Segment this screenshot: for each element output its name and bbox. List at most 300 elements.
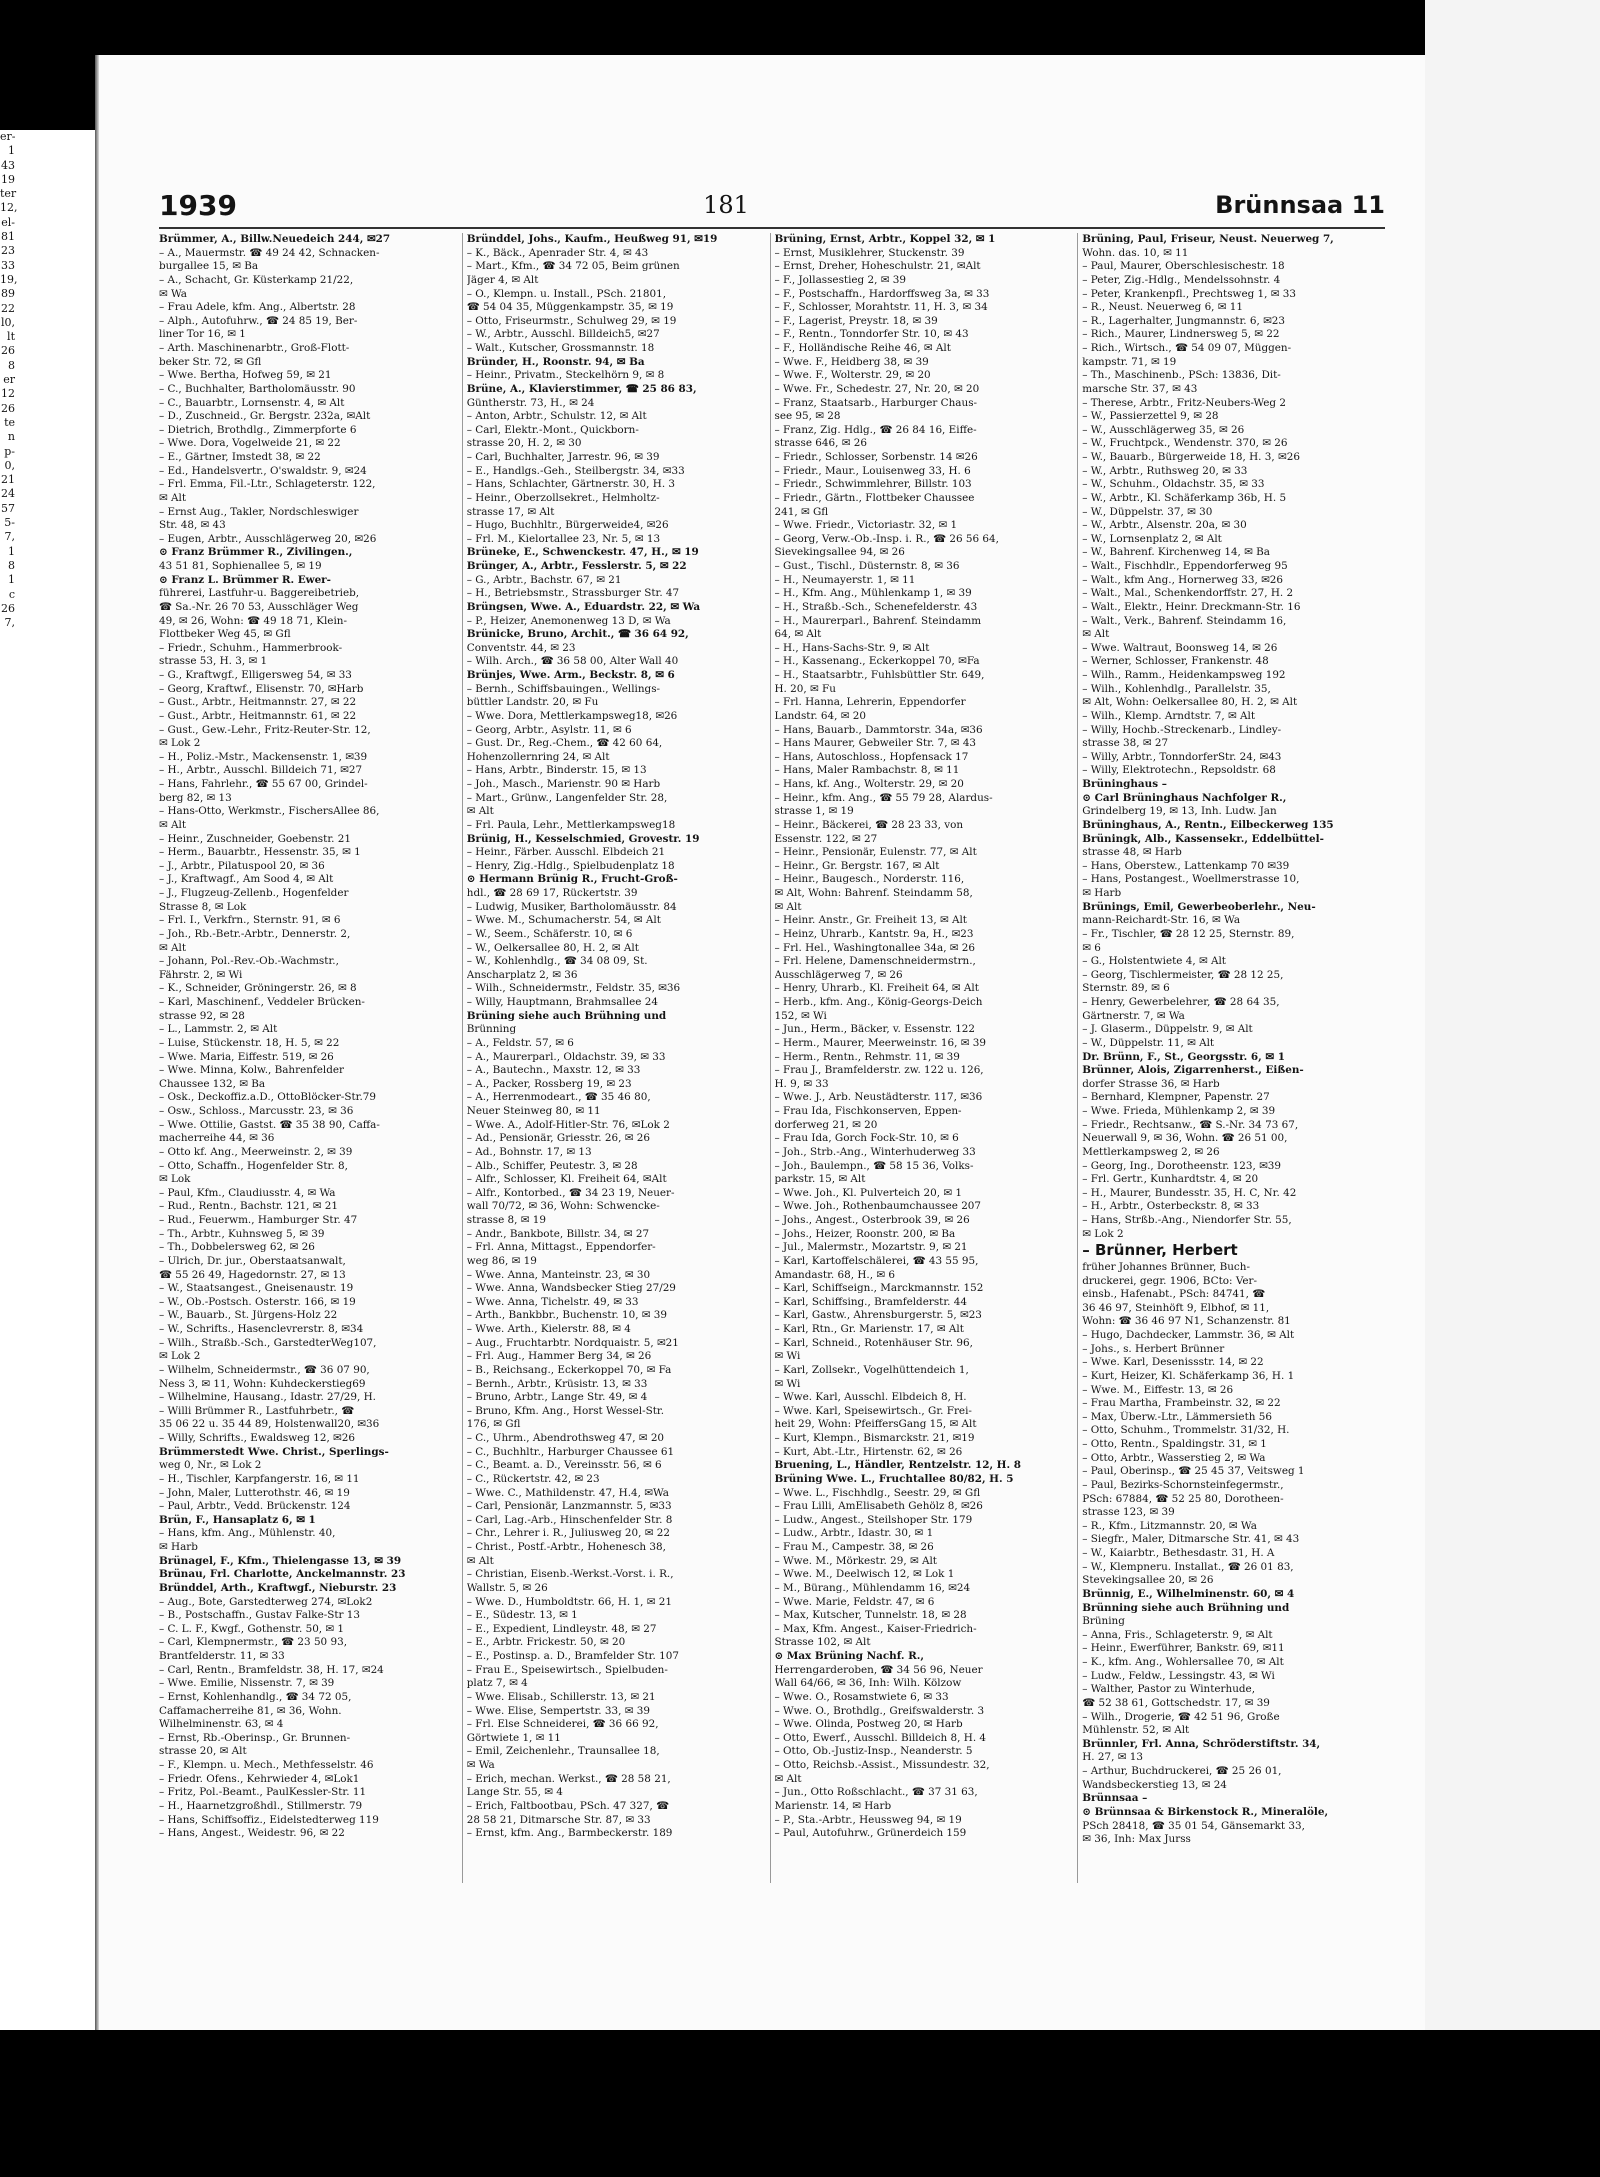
directory-entry-line: Bründer, H., Roonstr. 94, ✉ Ba <box>466 355 645 368</box>
directory-entry-line: – Walt., Mal., Schenkendorffstr. 27, H. 2 <box>1082 587 1294 600</box>
directory-entry-line: – Karl, Zollsekr., Vogelhüttendeich 1, <box>774 1363 969 1376</box>
directory-entry-line: Bruening, L., Händler, Rentzelstr. 12, H. 8 <box>774 1459 1021 1472</box>
directory-entry-line: – A., Packer, Rossberg 19, ✉ 23 <box>466 1077 632 1090</box>
directory-entry-line: – Franz, Staatsarb., Harburger Chaus- <box>774 396 978 409</box>
directory-entry-line: – Frau E., Speisewirtsch., Spielbuden- <box>466 1663 668 1676</box>
directory-entry-line: – C. L. F., Kwgf., Gothenstr. 50, ✉ 1 <box>159 1622 345 1635</box>
directory-entry-line: – Christian, Eisenb.-Werkst.-Vorst. i. R., <box>466 1568 674 1581</box>
directory-entry-line: Anscharplatz 2, ✉ 36 <box>466 968 578 981</box>
directory-entry-line: – W., Schuhm., Oldachstr. 35, ✉ 33 <box>1082 478 1265 491</box>
directory-entry-line: ⊙ Carl Brüninghaus Nachfolger R., <box>1082 791 1287 804</box>
directory-entry-line: – Georg, Kraftwf., Elisenstr. 70, ✉Harb <box>159 682 364 695</box>
margin-fragment: 5- <box>4 516 15 530</box>
directory-entry-line: – Therese, Arbtr., Fritz-Neubers-Weg 2 <box>1082 396 1286 409</box>
directory-entry-line: – W., Fruchtpck., Wendenstr. 370, ✉ 26 <box>1082 437 1288 450</box>
directory-entry-line: – Heinr., Gr. Bergstr. 167, ✉ Alt <box>774 859 940 872</box>
directory-entry-line: – Heinr., Ewerführer, Bankstr. 69, ✉11 <box>1082 1642 1285 1655</box>
directory-entry-line: – Bernh., Arbtr., Krüsistr. 13, ✉ 33 <box>466 1377 648 1390</box>
directory-entry-line: – Friedr., Schwimmlehrer, Billstr. 103 <box>774 478 972 491</box>
directory-entry-line: Görtwiete 1, ✉ 11 <box>466 1731 561 1744</box>
directory-entry-line: – W., Bauarb., St. Jürgens-Holz 22 <box>159 1309 338 1322</box>
directory-entry-line: – Wilhelmine, Hausang., Idastr. 27/29, H. <box>159 1391 376 1404</box>
directory-entry-line: macherreihe 44, ✉ 36 <box>159 1132 275 1145</box>
directory-entry-line: – Ludwig, Musiker, Bartholomäusstr. 84 <box>466 900 677 913</box>
directory-entry-line: ⊙ Max Brüning Nachf. R., <box>774 1650 924 1662</box>
directory-entry-line: – Frl. Gertr., Kunhardtstr. 4, ✉ 20 <box>1082 1173 1259 1186</box>
directory-entry-line: – G., Holstentwiete 4, ✉ Alt <box>1082 955 1226 968</box>
directory-page <box>99 55 1425 2030</box>
directory-entry-line: – F., Schlosser, Morahtstr. 11, H. 3, ✉ 34 <box>774 301 988 314</box>
directory-entry-line: – W., Arbtr., Kl. Schäferkamp 36b, H. 5 <box>1082 491 1287 504</box>
directory-entry-line: Ness 3, ✉ 11, Wohn: Kuhdeckerstieg69 <box>159 1377 366 1390</box>
directory-entry-line: – H., Maurerparl., Bahrenf. Steindamm <box>774 614 982 627</box>
directory-entry-line: – W., Passierzettel 9, ✉ 28 <box>1082 410 1219 423</box>
directory-entry-line: dorfer Strasse 36, ✉ Harb <box>1082 1077 1220 1090</box>
margin-fragment: lt <box>7 330 15 344</box>
directory-entry-line: – H., Maurer, Bundesstr. 35, H. C, Nr. 42 <box>1082 1186 1297 1199</box>
directory-entry-line: – Wwe. O., Rosamstwiete 6, ✉ 33 <box>774 1690 949 1703</box>
directory-entry-line: – Emil, Zeichenlehr., Traunsallee 18, <box>466 1745 660 1758</box>
directory-entry-line: – Herb., kfm. Ang., König-Georgs-Deich <box>774 996 983 1008</box>
directory-entry-line: Brünning <box>466 1023 517 1036</box>
directory-entry-line: – Bernhard, Klempner, Papenstr. 27 <box>1082 1091 1270 1104</box>
directory-entry-line: – H., Kfm. Ang., Mühlenkamp 1, ✉ 39 <box>774 587 972 600</box>
directory-entry-line: – Friedr. Ofens., Kehrwieder 4, ✉Lok1 <box>159 1772 360 1785</box>
directory-entry-line: – Frau Lilli, AmElisabeth Gehölz 8, ✉26 <box>774 1500 983 1513</box>
directory-entry-line: – Heinr., Privatm., Steckelhörn 9, ✉ 8 <box>466 369 665 382</box>
directory-entry-line: ✉ Alt <box>774 900 802 913</box>
directory-entry-line: – Friedr., Gärtn., Flottbeker Chaussee <box>774 491 975 504</box>
directory-entry-line: – H., Tischler, Karpfangerstr. 16, ✉ 11 <box>159 1472 360 1485</box>
directory-entry-line: marsche Str. 37, ✉ 43 <box>1082 382 1198 395</box>
directory-entry-line: Brüning, Ernst, Arbtr., Koppel 32, ✉ 1 <box>774 233 996 245</box>
directory-entry-line: – Alb., Schiffer, Peutestr. 3, ✉ 28 <box>466 1159 638 1172</box>
directory-entry-line: – J., Flugzeug-Zellenb., Hogenfelder <box>159 887 349 899</box>
directory-entry-line: – Wwe. Elise, Sempertstr. 33, ✉ 39 <box>466 1704 650 1717</box>
directory-entry-line: – C., Uhrm., Abendrothsweg 47, ✉ 20 <box>466 1432 665 1444</box>
directory-entry-line: ✉ Alt <box>159 941 187 954</box>
directory-entry-line: ☎ 55 26 49, Hagedornstr. 27, ✉ 13 <box>159 1268 346 1281</box>
margin-fragment: 21 <box>1 473 15 487</box>
directory-entry-line: – Gust. Dr., Reg.-Chem., ☎ 42 60 64, <box>466 737 663 750</box>
directory-entry-line: – K., Bäck., Apenrader Str. 4, ✉ 43 <box>466 246 649 259</box>
directory-entry-line: – Hugo, Buchhltr., Bürgerweide4, ✉26 <box>466 519 669 532</box>
directory-entry-line: Brüne, A., Klavierstimmer, ☎ 25 86 83, <box>466 382 697 395</box>
directory-entry-line: – Herm., Maurer, Meerweinstr. 16, ✉ 39 <box>774 1036 986 1049</box>
directory-entry-line: – Rich., Wirtsch., ☎ 54 09 07, Müggen- <box>1082 342 1292 354</box>
directory-entry-line: – Alph., Autofuhrw., ☎ 24 85 19, Ber- <box>159 314 358 327</box>
directory-entry-line: strasse 646, ✉ 26 <box>774 437 867 450</box>
directory-entry-line: Brünnsaa – <box>1082 1792 1148 1805</box>
directory-entry-line: wall 70/72, ✉ 36, Wohn: Schwencke- <box>466 1200 660 1213</box>
directory-entry-line: strasse 17, ✉ Alt <box>466 505 555 518</box>
directory-entry-line: – Kurt, Klempn., Bismarckstr. 21, ✉19 <box>774 1432 975 1444</box>
directory-entry-line: – F., Holländische Reihe 46, ✉ Alt <box>774 342 951 354</box>
directory-entry-line: – Frau Ida, Gorch Fock-Str. 10, ✉ 6 <box>774 1132 959 1145</box>
directory-entry-line: Mühlenstr. 52, ✉ Alt <box>1082 1724 1190 1737</box>
directory-entry-line: – R., Neust. Neuerweg 6, ✉ 11 <box>1082 301 1244 314</box>
directory-entry-line: – M., Bürang., Mühlendamm 16, ✉24 <box>774 1581 971 1594</box>
directory-entry-line: strasse 38, ✉ 27 <box>1082 737 1169 750</box>
directory-entry-line: – J., Arbtr., Pilatuspool 20, ✉ 36 <box>159 859 325 872</box>
header-page-number: 181 <box>703 191 749 219</box>
directory-entry-line: – Karl, Rtn., Gr. Marienstr. 17, ✉ Alt <box>774 1323 964 1335</box>
directory-entry-line: ✉ Alt <box>774 1772 802 1785</box>
directory-entry-line: büttler Landstr. 20, ✉ Fu <box>466 696 599 709</box>
directory-entry-line: – W., Staatsangest., Gneisenaustr. 19 <box>159 1282 354 1295</box>
directory-entry-line: Güntherstr. 73, H., ✉ 24 <box>466 396 595 409</box>
directory-entry-line: ✉ Wa <box>466 1759 495 1771</box>
margin-fragment: ter <box>0 187 17 201</box>
directory-entry-line: – Wwe. L., Fischhdlg., Seestr. 29, ✉ Gfl <box>774 1486 981 1499</box>
margin-fragment: 23 <box>1 244 15 258</box>
directory-entry-line: – F., Rentn., Tonndorfer Str. 10, ✉ 43 <box>774 328 969 341</box>
directory-entry-line: Wohn: ☎ 36 46 97 N1, Schanzenstr. 81 <box>1082 1315 1291 1328</box>
directory-entry-line: – C., Bauarbtr., Lornsenstr. 4, ✉ Alt <box>159 396 345 409</box>
margin-fragment: 12 <box>1 387 15 401</box>
directory-entry-line: – K., kfm. Ang., Wohlersallee 70, ✉ Alt <box>1082 1656 1284 1669</box>
directory-entry-line: – W., Düppelstr. 11, ✉ Alt <box>1082 1036 1215 1049</box>
directory-entry-line: Bründdel, Arth., Kraftwgf., Nieburstr. 23 <box>159 1581 397 1594</box>
directory-entry-line: – Frau Ida, Fischkonserven, Eppen- <box>774 1105 962 1117</box>
directory-entry-line: – Mart., Kfm., ☎ 34 72 05, Beim grünen <box>466 260 680 273</box>
directory-entry-line: – Th., Dobbelersweg 62, ✉ 26 <box>159 1241 315 1254</box>
directory-entry-line: Brünagel, F., Kfm., Thielengasse 13, ✉ 39 <box>159 1554 402 1567</box>
directory-entry-line: ✉ Lok 2 <box>159 1350 201 1363</box>
directory-entry-line: H. 9, ✉ 33 <box>774 1077 829 1090</box>
directory-entry-line: – Frl. M., Kielortallee 23, Nr. 5, ✉ 13 <box>466 532 661 545</box>
margin-fragment: 7, <box>4 616 15 630</box>
directory-entry-line: – Hans Maurer, Gebweiler Str. 7, ✉ 43 <box>774 737 977 750</box>
directory-entry-line: – Ernst, Dreher, Hoheschulstr. 21, ✉Alt <box>774 260 981 273</box>
directory-entry-line: 36 46 97, Steinhöft 9, Elbhof, ✉ 11, <box>1082 1301 1270 1314</box>
margin-fragment: 19 <box>1 172 15 186</box>
page-header <box>159 183 1385 229</box>
directory-entry-line: – Alfr., Kontorbed., ☎ 34 23 19, Neuer- <box>466 1186 675 1199</box>
margin-fragment: 7, <box>4 530 15 544</box>
directory-entry-line: – Heinr., Pensionär, Eulenstr. 77, ✉ Alt <box>774 846 977 859</box>
directory-entry-line: – A., Feldstr. 57, ✉ 6 <box>466 1036 574 1049</box>
directory-entry-line: – Werner, Schlosser, Frankenstr. 48 <box>1082 655 1269 668</box>
header-year: 1939 <box>159 188 237 222</box>
directory-entry-line: Brünings, Emil, Gewerbeoberlehr., Neu- <box>1082 900 1316 913</box>
directory-entry-line: – Frau Adele, kfm. Ang., Albertstr. 28 <box>159 301 356 314</box>
directory-entry-line: 241, ✉ Gfl <box>774 505 829 518</box>
directory-column-1 <box>159 233 463 1883</box>
margin-fragment: 8 <box>8 358 15 372</box>
directory-entry-line: – Otto kf. Ang., Meerweinstr. 2, ✉ 39 <box>159 1145 353 1158</box>
directory-entry-line: – Wwe. Joh., Rothenbaumchaussee 207 <box>774 1200 982 1213</box>
directory-entry-line: – John, Maler, Lutterothstr. 46, ✉ 19 <box>159 1486 350 1499</box>
directory-entry-line: – Willy, Hochb.-Streckenarb., Lindley- <box>1082 723 1282 736</box>
directory-entry-line: – Otto, Reichsb.-Assist., Missundestr. 32, <box>774 1759 990 1771</box>
directory-entry-line: – Heinr., Baugesch., Norderstr. 116, <box>774 873 965 886</box>
directory-entry-line: – Henry, Gewerbelehrer, ☎ 28 64 35, <box>1082 996 1280 1008</box>
directory-entry-line: Brantfelderstr. 11, ✉ 33 <box>159 1650 285 1662</box>
directory-entry-line: – Erich, Faltbootbau, PSch. 47 327, ☎ <box>466 1799 670 1812</box>
directory-entry-line: – Osw., Schloss., Marcusstr. 23, ✉ 36 <box>159 1105 354 1117</box>
directory-entry-line: – Heinr., Bäckerei, ☎ 28 23 33, von <box>774 818 964 831</box>
directory-entry-line: – Kurt, Heizer, Kl. Schäferkamp 36, H. 1 <box>1082 1369 1295 1382</box>
directory-entry-line: – Paul, Oberinsp., ☎ 25 45 37, Veitsweg 1 <box>1082 1465 1305 1478</box>
directory-entry-line: – W., Ob.-Postsch. Osterstr. 166, ✉ 19 <box>159 1295 356 1308</box>
directory-entry-line: – W., Oelkersallee 80, H. 2, ✉ Alt <box>466 941 639 954</box>
directory-entry-line: – W., Bahrenf. Kirchenweg 14, ✉ Ba <box>1082 546 1270 559</box>
directory-entry-line: – Rud., Feuerwm., Hamburger Str. 47 <box>159 1214 358 1226</box>
directory-entry-line: – H., Haarnetzgroßhdl., Stillmerstr. 79 <box>159 1799 363 1812</box>
directory-entry-line: ☎ 54 04 35, Müggenkampstr. 35, ✉ 19 <box>466 301 674 314</box>
margin-fragment: 89 <box>1 287 15 301</box>
margin-fragment: te <box>4 415 15 429</box>
directory-entry-line: – Carl, Elektr.-Mont., Quickborn- <box>466 423 639 436</box>
directory-entry-line: – Willi Brümmer R., Lastfuhrbetr., ☎ <box>159 1404 355 1417</box>
directory-entry-line: Dr. Brünn, F., St., Georgsstr. 6, ✉ 1 <box>1082 1050 1285 1063</box>
scan-border-bottom <box>0 2030 1600 2177</box>
directory-entry-line: – Alfr., Schlosser, Kl. Freiheit 64, ✉Alt <box>466 1173 667 1186</box>
margin-fragment: 1 <box>8 573 15 587</box>
directory-entry-line: – Fr., Tischler, ☎ 28 12 25, Sternstr. 89, <box>1082 927 1295 940</box>
directory-entry-line: – Wwe. Bertha, Hofweg 59, ✉ 21 <box>159 369 332 382</box>
directory-entry-line: – Hans, Oberstew., Lattenkamp 70 ✉39 <box>1082 859 1290 872</box>
directory-entry-line: – Franz, Zig. Hdlg., ☎ 26 84 16, Eiffe- <box>774 423 977 436</box>
directory-entry-line: – Georg, Ing., Dorotheenstr. 123, ✉39 <box>1082 1159 1282 1172</box>
directory-entry-line: – Wwe. Karl, Ausschl. Elbdeich 8, H. <box>774 1391 967 1404</box>
directory-entry-line: – Frl. Hel., Washingtonallee 34a, ✉ 26 <box>774 941 976 954</box>
directory-entry-line: – W., Lornsenplatz 2, ✉ Alt <box>1082 532 1222 545</box>
directory-entry-line: – Hans-Otto, Werkmstr., FischersAllee 86, <box>159 805 380 818</box>
directory-entry-line: ✉ Alt, Wohn: Bahrenf. Steindamm 58, <box>774 887 973 899</box>
directory-entry-line: – Wwe. Karl, Desenissstr. 14, ✉ 22 <box>1082 1356 1264 1369</box>
directory-entry-line: ✉ Alt <box>159 818 187 831</box>
directory-entry-line: – Jun., Otto Roßschlacht., ☎ 37 31 63, <box>774 1786 978 1799</box>
directory-entry-line: – W., Ausschlägerweg 35, ✉ 26 <box>1082 423 1245 436</box>
directory-entry-line: – B., Postschaffn., Gustav Falke-Str 13 <box>159 1609 361 1622</box>
directory-entry-line: Wall 64/66, ✉ 36, Inh: Wilh. Kölzow <box>774 1677 962 1690</box>
directory-entry-line: Brünau, Frl. Charlotte, Anckelmannstr. 23 <box>159 1568 406 1581</box>
directory-entry-line: Caffamacherreihe 81, ✉ 36, Wohn. <box>159 1704 342 1717</box>
directory-entry-line: – Joh., Baulempn., ☎ 58 15 36, Volks- <box>774 1159 974 1172</box>
margin-fragment: er- <box>0 130 16 143</box>
directory-entry-line: – Frl. Anna, Mittagst., Eppendorfer- <box>466 1241 656 1254</box>
directory-entry-line: – P., Sta.-Arbtr., Heussweg 94, ✉ 19 <box>774 1813 962 1826</box>
directory-entry-line: – Georg, Verw.-Ob.-Insp. i. R., ☎ 26 56 64, <box>774 532 999 545</box>
directory-entry-line: – Johs., Angest., Osterbrook 39, ✉ 26 <box>774 1214 970 1226</box>
directory-entry-line: – Wwe. Minna, Kolw., Bahrenfelder <box>159 1064 345 1077</box>
directory-entry-line: Grindelberg 19, ✉ 13, Inh. Ludw. Jan <box>1082 805 1277 818</box>
directory-entry-line: Brünnler, Frl. Anna, Schröderstiftstr. 34, <box>1082 1737 1321 1750</box>
directory-entry-line: ☎ Sa.-Nr. 26 70 53, Ausschläger Weg <box>159 600 359 613</box>
directory-entry-line: – Walt., Fischhdlr., Eppendorferweg 95 <box>1082 560 1288 572</box>
directory-entry-line: – Heinr., Oberzollsekret., Helmholtz- <box>466 491 660 504</box>
directory-entry-line: – Wwe. Olinda, Postweg 20, ✉ Harb <box>774 1718 963 1731</box>
directory-entry-line: – Hans, Arbtr., Binderstr. 15, ✉ 13 <box>466 764 647 777</box>
directory-entry-line: – Wwe. M., Mörkestr. 29, ✉ Alt <box>774 1554 937 1567</box>
directory-entry-line: – Friedr., Rechtsanw., ☎ S.-Nr. 34 73 67, <box>1082 1118 1299 1131</box>
directory-entry-line: – Wwe. O., Brothdlg., Greifswalderstr. 3 <box>774 1704 985 1717</box>
directory-entry-line: – Ed., Handelsvertr., O'swaldstr. 9, ✉24 <box>159 464 367 477</box>
directory-entry-line: heit 29, Wohn: PfeiffersGang 15, ✉ Alt <box>774 1418 977 1431</box>
directory-entry-line: ✉ Alt <box>466 1554 494 1567</box>
directory-entry-line: liner Tor 16, ✉ 1 <box>159 328 246 341</box>
directory-entry-line: – Aug., Bote, Garstedterweg 274, ✉Lok2 <box>159 1595 373 1608</box>
directory-entry-line: – Gust., Arbtr., Heitmannstr. 27, ✉ 22 <box>159 696 357 709</box>
directory-entry-line: Brümmerstedt Wwe. Christ., Sperlings- <box>159 1445 389 1458</box>
directory-entry-line: – Willy, Schrifts., Ewaldsweg 12, ✉26 <box>159 1432 355 1444</box>
directory-entry-line: Brüningk, Alb., Kassensekr., Eddelbüttel- <box>1082 832 1324 845</box>
directory-entry-line: – Wwe. M., Schumacherstr. 54, ✉ Alt <box>466 914 661 927</box>
directory-entry-line: Neuerwall 9, ✉ 36, Wohn. ☎ 26 51 00, <box>1082 1132 1288 1145</box>
directory-entry-line: – Wwe. Anna, Wandsbecker Stieg 27/29 <box>466 1282 676 1295</box>
directory-entry-line: – Wwe. Frieda, Mühlenkamp 2, ✉ 39 <box>1082 1105 1276 1117</box>
directory-entry-line: ☎ 52 38 61, Gottschedstr. 17, ✉ 39 <box>1082 1696 1270 1709</box>
directory-entry-line: – Wwe. Anna, Manteinstr. 23, ✉ 30 <box>466 1268 651 1281</box>
directory-entry-line: – Max, Überw.-Ltr., Lämmersieth 56 <box>1082 1410 1272 1423</box>
directory-entry-line: Jäger 4, ✉ Alt <box>466 273 539 286</box>
directory-entry-line: – Wwe. Fr., Schedestr. 27, Nr. 20, ✉ 20 <box>774 382 980 395</box>
directory-entry-line: Brünning siehe auch Brühning und <box>1082 1601 1290 1614</box>
directory-entry-line: – Ernst, Kohlenhandlg., ☎ 34 72 05, <box>159 1690 352 1703</box>
directory-entry-line: – R., Kfm., Litzmannstr. 20, ✉ Wa <box>1082 1519 1257 1532</box>
margin-fragment: c <box>8 587 15 601</box>
directory-entry-line: – Joh., Strb.-Ang., Winterhuderweg 33 <box>774 1145 976 1158</box>
directory-entry-line: Brünicke, Bruno, Archit., ☎ 36 64 92, <box>466 628 689 641</box>
directory-entry-line: – Wwe. J., Arb. Neustädterstr. 117, ✉36 <box>774 1091 983 1104</box>
directory-entry-line: – Hans, Postangest., Woellmerstrasse 10, <box>1082 873 1300 886</box>
directory-entry-line: – Herm., Bauarbtr., Hessenstr. 35, ✉ 1 <box>159 846 361 859</box>
directory-entry-line: – Ludw., Arbtr., Idastr. 30, ✉ 1 <box>774 1527 934 1540</box>
directory-entry-line: – Otto, Arbtr., Wasserstieg 2, ✉ Wa <box>1082 1451 1266 1464</box>
directory-entry-line: – Georg, Arbtr., Asylstr. 11, ✉ 6 <box>466 723 632 736</box>
directory-entry-line: – W., Kaiarbtr., Bethesdastr. 31, H. A <box>1082 1547 1275 1560</box>
directory-entry-line: Essenstr. 122, ✉ 27 <box>774 832 878 845</box>
directory-entry-line: – C., Rückertstr. 42, ✉ 23 <box>466 1472 600 1485</box>
directory-entry-line: – Andr., Bankbote, Billstr. 34, ✉ 27 <box>466 1227 650 1240</box>
directory-entry-line: Brünger, A., Arbtr., Fesslerstr. 5, ✉ 22 <box>466 560 687 572</box>
directory-entry-line: – Frau Martha, Frambeinstr. 32, ✉ 22 <box>1082 1397 1281 1410</box>
directory-entry-line: – H., Staatsarbtr., Fuhlsbüttler Str. 649, <box>774 669 985 681</box>
directory-entry-line: – Wwe. Anna, Tichelstr. 49, ✉ 33 <box>466 1295 639 1308</box>
directory-entry-line: – Frl. Emma, Fil.-Ltr., Schlageterstr. 122, <box>159 478 376 491</box>
directory-entry-line: H. 20, ✉ Fu <box>774 682 836 695</box>
directory-entry-line: burgallee 15, ✉ Ba <box>159 260 259 273</box>
directory-entry-line: – Frl. Else Schneiderei, ☎ 36 66 92, <box>466 1718 659 1731</box>
directory-entry-line: ✉ Lok 2 <box>159 737 201 750</box>
directory-entry-line: – Heinr. Anstr., Gr. Freiheit 13, ✉ Alt <box>774 914 967 927</box>
directory-entry-line: Str. 48, ✉ 43 <box>159 519 226 532</box>
directory-entry-line: – Hans, Fahrlehr., ☎ 55 67 00, Grindel- <box>159 778 368 790</box>
directory-entry-line: – E., Südestr. 13, ✉ 1 <box>466 1609 578 1622</box>
directory-entry-line: – W., Bauarb., Bürgerweide 18, H. 3, ✉26 <box>1082 451 1300 463</box>
directory-entry-line: – Frl. Paula, Lehr., Mettlerkampsweg18 <box>466 818 676 831</box>
directory-entry-line: – W., Kohlenhdlg., ☎ 34 08 09, St. <box>466 955 648 968</box>
directory-entry-line: führerei, Lastfuhr-u. Baggereibetrieb, <box>159 587 360 600</box>
directory-entry-line: – Hans, Bauarb., Dammtorstr. 34a, ✉36 <box>774 723 983 736</box>
directory-entry-line: – Ludw., Angest., Steilshoper Str. 179 <box>774 1513 973 1526</box>
directory-entry-line: – Wilh., Kohlenhdlg., Parallelstr. 35, <box>1082 682 1271 695</box>
directory-entry-line: Bründdel, Johs., Kaufm., Heußweg 91, ✉19 <box>466 233 718 245</box>
scan-border-right <box>1425 0 1600 2177</box>
directory-entry-line: Ausschlägerweg 7, ✉ 26 <box>774 968 903 981</box>
directory-entry-line: ✉ Lok 2 <box>1082 1227 1124 1240</box>
directory-entry-line: – Jul., Malermstr., Mozartstr. 9, ✉ 21 <box>774 1241 968 1254</box>
directory-entry-line: – Arth. Maschinenarbtr., Groß-Flott- <box>159 342 350 354</box>
directory-entry-line: – Karl, Schneid., Rotenhäuser Str. 96, <box>774 1336 973 1349</box>
directory-entry-line: ✉ 36, Inh: Max Jurss <box>1082 1833 1191 1846</box>
directory-entry-line: – Karl, Gastw., Ahrensburgerstr. 5, ✉23 <box>774 1309 982 1322</box>
directory-entry-line: – Frau J., Bramfelderstr. zw. 122 u. 126, <box>774 1064 984 1077</box>
directory-entry-line: strasse 53, H. 3, ✉ 1 <box>159 655 268 668</box>
directory-entry-line: weg 0, Nr., ✉ Lok 2 <box>159 1459 262 1472</box>
directory-columns <box>159 233 1385 1883</box>
directory-entry-line: – Karl, Kartoffelschälerei, ☎ 43 55 95, <box>774 1254 979 1267</box>
directory-entry-line: – J. Glaserm., Düppelstr. 9, ✉ Alt <box>1082 1023 1253 1036</box>
directory-entry-line: – D., Zuschneid., Gr. Bergstr. 232a, ✉Alt <box>159 410 371 423</box>
directory-entry-line: – A., Herrenmodeart., ☎ 35 46 80, <box>466 1091 651 1104</box>
directory-entry-line: Brüning, Paul, Friseur, Neust. Neuerweg 7, <box>1082 233 1334 245</box>
directory-entry-line: – A., Bautechn., Maxstr. 12, ✉ 33 <box>466 1064 641 1077</box>
directory-entry-line: – Frl. Helene, Damenschneidermstrn., <box>774 955 976 968</box>
margin-fragment: er <box>3 373 15 387</box>
directory-entry-line: – Wwe. Dora, Mettlerkampsweg18, ✉26 <box>466 709 678 722</box>
directory-entry-line: – Otto, Schaffn., Hogenfelder Str. 8, <box>159 1159 348 1172</box>
directory-entry-line: Brüngsen, Wwe. A., Eduardstr. 22, ✉ Wa <box>466 600 701 613</box>
directory-entry-line: – H., Hans-Sachs-Str. 9, ✉ Alt <box>774 641 930 654</box>
directory-entry-line: ✉ Wi <box>774 1350 801 1363</box>
directory-entry-line: – Wwe. F., Wolterstr. 29, ✉ 20 <box>774 369 931 382</box>
directory-entry-line: strasse 48, ✉ Harb <box>1082 846 1182 859</box>
directory-entry-line: – Wwe. Emilie, Nissenstr. 7, ✉ 39 <box>159 1677 335 1690</box>
directory-entry-line: PSch 28418, ☎ 35 01 54, Gänsemarkt 33, <box>1082 1819 1305 1832</box>
directory-entry-line: – Ulrich, Dr. jur., Oberstaatsanwalt, <box>159 1254 346 1267</box>
directory-entry-line: Hohenzollernring 24, ✉ Alt <box>466 750 610 763</box>
directory-entry-line: – Wwe. Elisab., Schillerstr. 13, ✉ 21 <box>466 1690 656 1703</box>
directory-entry-line: – H., Arbtr., Osterbeckstr. 8, ✉ 33 <box>1082 1200 1260 1213</box>
directory-entry-line: – Johann, Pol.-Rev.-Ob.-Wachmstr., <box>159 955 339 968</box>
directory-entry-line: – Wwe. M., Deelwisch 12, ✉ Lok 1 <box>774 1568 955 1581</box>
directory-entry-line: Chaussee 132, ✉ Ba <box>159 1077 266 1090</box>
directory-entry-line: – Georg, Tischlermeister, ☎ 28 12 25, <box>1082 968 1284 981</box>
margin-fragment: 0, <box>4 458 15 472</box>
directory-entry-line: – Ernst, Musiklehrer, Stuckenstr. 39 <box>774 246 965 259</box>
directory-entry-line: – L., Lammstr. 2, ✉ Alt <box>159 1023 278 1036</box>
directory-entry-line: – Ernst Aug., Takler, Nordschleswiger <box>159 505 359 518</box>
directory-entry-line: strasse 20, ✉ Alt <box>159 1745 247 1758</box>
directory-entry-line: – Heinr., Färber. Ausschl. Elbdeich 21 <box>466 846 666 859</box>
directory-entry-line: ⊙ Brünnsaa & Birkenstock R., Mineralöle, <box>1082 1805 1329 1818</box>
directory-entry-line: – Paul, Autofuhrw., Grünerdeich 159 <box>774 1827 967 1840</box>
directory-entry-line: Fährstr. 2, ✉ Wi <box>159 968 243 981</box>
directory-entry-line: – Max, Kfm. Angest., Kaiser-Friedrich- <box>774 1622 977 1635</box>
directory-entry-line: – H., Neumayerstr. 1, ✉ 11 <box>774 573 916 586</box>
directory-entry-line: Sternstr. 89, ✉ 6 <box>1082 982 1170 995</box>
directory-entry-line: – Jun., Herm., Bäcker, v. Essenstr. 122 <box>774 1023 976 1036</box>
directory-entry-line: – Aug., Fruchtarbtr. Nordquaistr. 5, ✉21 <box>466 1336 679 1349</box>
directory-entry-line: beker Str. 72, ✉ Gfl <box>159 355 262 368</box>
directory-entry-line: – Friedr., Schuhm., Hammerbrook- <box>159 641 343 654</box>
directory-entry-line: ✉ Alt <box>159 491 187 504</box>
directory-column-3 <box>775 233 1079 1883</box>
directory-entry-line: – Wilh., Klemp. Arndtstr. 7, ✉ Alt <box>1082 709 1255 722</box>
directory-entry-line: Brüneke, E., Schwenckestr. 47, H., ✉ 19 <box>466 546 699 559</box>
directory-entry-line: – E., Arbtr. Frickestr. 50, ✉ 20 <box>466 1636 626 1649</box>
directory-entry-line: – Herm., Rentn., Rehmstr. 11, ✉ 39 <box>774 1050 960 1063</box>
directory-entry-line: – E., Handlgs.-Geh., Steilbergstr. 34, ✉33 <box>466 464 685 477</box>
directory-entry-line: – E., Postinsp. a. D., Bramfelder Str. 107 <box>466 1650 679 1662</box>
directory-entry-line: – Peter, Zig.-Hdlg., Mendelssohnstr. 4 <box>1082 273 1281 286</box>
directory-entry-line: – Willy, Arbtr., TonndorferStr. 24, ✉43 <box>1082 750 1282 763</box>
directory-entry-line: – A., Schacht, Gr. Küsterkamp 21/22, <box>159 273 354 286</box>
directory-entry-line: – Bruno, Kfm. Ang., Horst Wessel-Str. <box>466 1404 665 1417</box>
